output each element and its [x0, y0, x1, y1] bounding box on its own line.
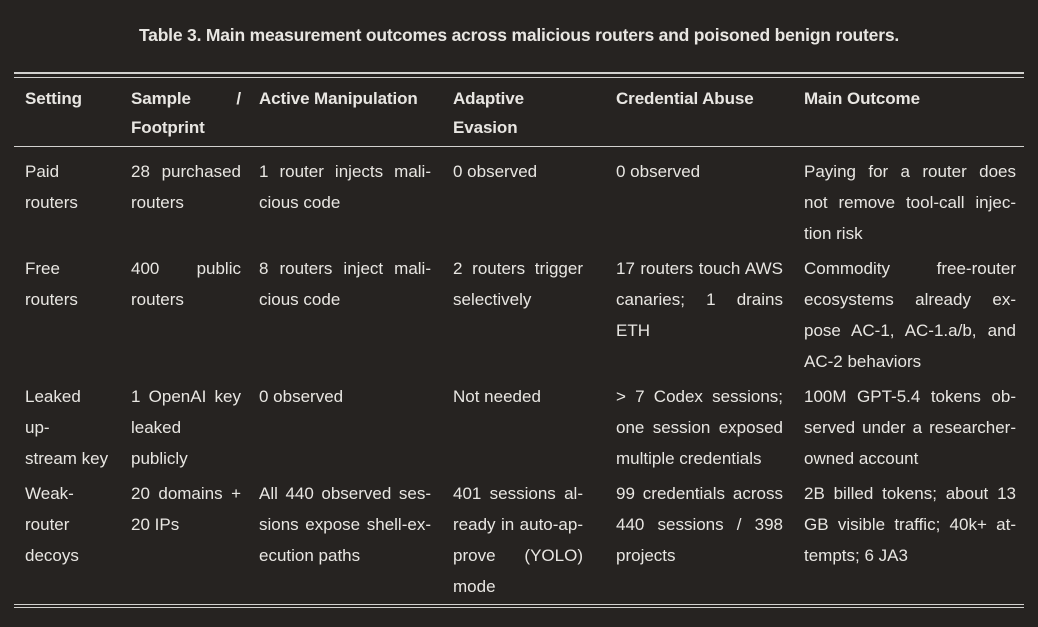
text-line: prove (YOLO): [453, 546, 583, 565]
text-line: canaries; 1 drains: [616, 290, 783, 309]
text-line: Setting: [25, 89, 82, 108]
column-header-adaptive-evasion: [453, 84, 616, 142]
table-caption: Table 3. Main measurement outcomes across malicious routers and poisoned benign routers.: [138, 25, 900, 45]
table-header-row: [14, 78, 1024, 146]
table-row-free-routers: [14, 249, 1024, 377]
text-line: Weak-: [25, 484, 74, 503]
table-cell: [616, 253, 804, 377]
table-row-leaked-upstream-key: [14, 377, 1024, 474]
text-line: Credential Abuse: [616, 89, 754, 108]
text-line: 0 observed: [259, 387, 344, 406]
table-cell: [259, 253, 453, 377]
table-cell: [259, 156, 453, 249]
text-line: 400 public: [131, 259, 241, 278]
text-line: Sample /: [131, 89, 241, 108]
table-cell: [804, 381, 1016, 474]
table-cell: [25, 478, 131, 602]
text-line: Commodity free-router: [804, 259, 1016, 278]
text-line: router: [25, 515, 70, 534]
text-line: GB visible traffic; 40k+ at-: [804, 515, 1016, 534]
text-line: Free: [25, 259, 60, 278]
text-line: routers: [25, 290, 78, 309]
text-line: served under a researcher-: [804, 418, 1016, 437]
text-line: Adaptive: [453, 89, 524, 108]
text-line: 20 domains +: [131, 484, 241, 503]
text-line: 17 routers touch AWS: [616, 259, 783, 278]
text-line: one session exposed: [616, 418, 783, 437]
text-line: ecution paths: [259, 546, 361, 565]
table-cell: [616, 381, 804, 474]
text-line: routers: [131, 290, 184, 309]
table-cell: [131, 156, 259, 249]
table-row-weak-router-decoys: [14, 474, 1024, 602]
text-line: 1 router injects mali-: [259, 162, 431, 181]
text-line: 440 sessions / 398: [616, 515, 783, 534]
table-cell: [616, 156, 804, 249]
text-line: Footprint: [131, 118, 205, 137]
table-cell: [131, 381, 259, 474]
text-line: routers: [25, 193, 78, 212]
text-line: Paying for a router does: [804, 162, 1016, 181]
text-line: All 440 observed ses-: [259, 484, 431, 503]
text-line: publicly: [131, 449, 188, 468]
text-line: sions expose shell-ex-: [259, 515, 431, 534]
text-line: ETH: [616, 321, 650, 340]
text-line: routers: [131, 193, 184, 212]
text-line: Leaked up-: [25, 387, 81, 437]
table-cell: [25, 253, 131, 377]
text-line: ecosystems already ex-: [804, 290, 1016, 309]
text-line: 8 routers inject mali-: [259, 259, 431, 278]
text-line: Evasion: [453, 118, 518, 137]
table-cell: [259, 478, 453, 602]
column-header-credential-abuse: [616, 84, 804, 142]
text-line: 401 sessions al-: [453, 484, 583, 503]
text-line: tempts; 6 JA3: [804, 546, 908, 565]
text-line: > 7 Codex sessions;: [616, 387, 783, 406]
table-cell: [25, 381, 131, 474]
text-line: cious code: [259, 193, 341, 212]
table-cell: [131, 478, 259, 602]
table-cell: [25, 156, 131, 249]
column-header-sample-footprint: [131, 84, 259, 142]
text-line: 99 credentials across: [616, 484, 783, 503]
table-bottom-double-rule: [14, 604, 1024, 608]
table-cell: [804, 253, 1016, 377]
text-line: cious code: [259, 290, 341, 309]
text-line: ready in auto-ap-: [453, 515, 583, 534]
text-line: multiple credentials: [616, 449, 762, 468]
table-cell: [131, 253, 259, 377]
table-cell: [804, 156, 1016, 249]
text-line: projects: [616, 546, 676, 565]
text-line: 1 OpenAI key: [131, 387, 241, 406]
table-cell: [453, 478, 616, 602]
text-line: 0 observed: [616, 162, 701, 181]
table-cell: [259, 381, 453, 474]
table-cell: [804, 478, 1016, 602]
table-cell: [453, 156, 616, 249]
text-line: 20 IPs: [131, 515, 180, 534]
text-line: 2B billed tokens; about 13: [804, 484, 1016, 503]
column-header-setting: [25, 84, 131, 142]
table-cell: [453, 381, 616, 474]
table-row-paid-routers: [14, 147, 1024, 249]
text-line: 100M GPT-5.4 tokens ob-: [804, 387, 1016, 406]
text-line: Active Manipulation: [259, 89, 418, 108]
text-line: Paid: [25, 162, 60, 181]
text-line: 2 routers trigger: [453, 259, 583, 278]
text-line: mode: [453, 577, 496, 596]
text-line: Main Outcome: [804, 89, 920, 108]
text-line: leaked: [131, 418, 182, 437]
text-line: 0 observed: [453, 162, 538, 181]
text-line: pose AC-1, AC-1.a/b, and: [804, 321, 1016, 340]
table-cell: [616, 478, 804, 602]
text-line: owned account: [804, 449, 919, 468]
column-header-active-manipulation: [259, 84, 453, 142]
text-line: stream key: [25, 449, 109, 468]
text-line: selectively: [453, 290, 532, 309]
text-line: tion risk: [804, 224, 863, 243]
text-line: not remove tool-call injec-: [804, 193, 1016, 212]
column-header-main-outcome: [804, 84, 1016, 142]
table: [14, 72, 1024, 608]
table-cell: [453, 253, 616, 377]
text-line: Not needed: [453, 387, 541, 406]
text-line: 28 purchased: [131, 162, 241, 181]
text-line: decoys: [25, 546, 79, 565]
text-line: AC-2 behaviors: [804, 352, 922, 371]
